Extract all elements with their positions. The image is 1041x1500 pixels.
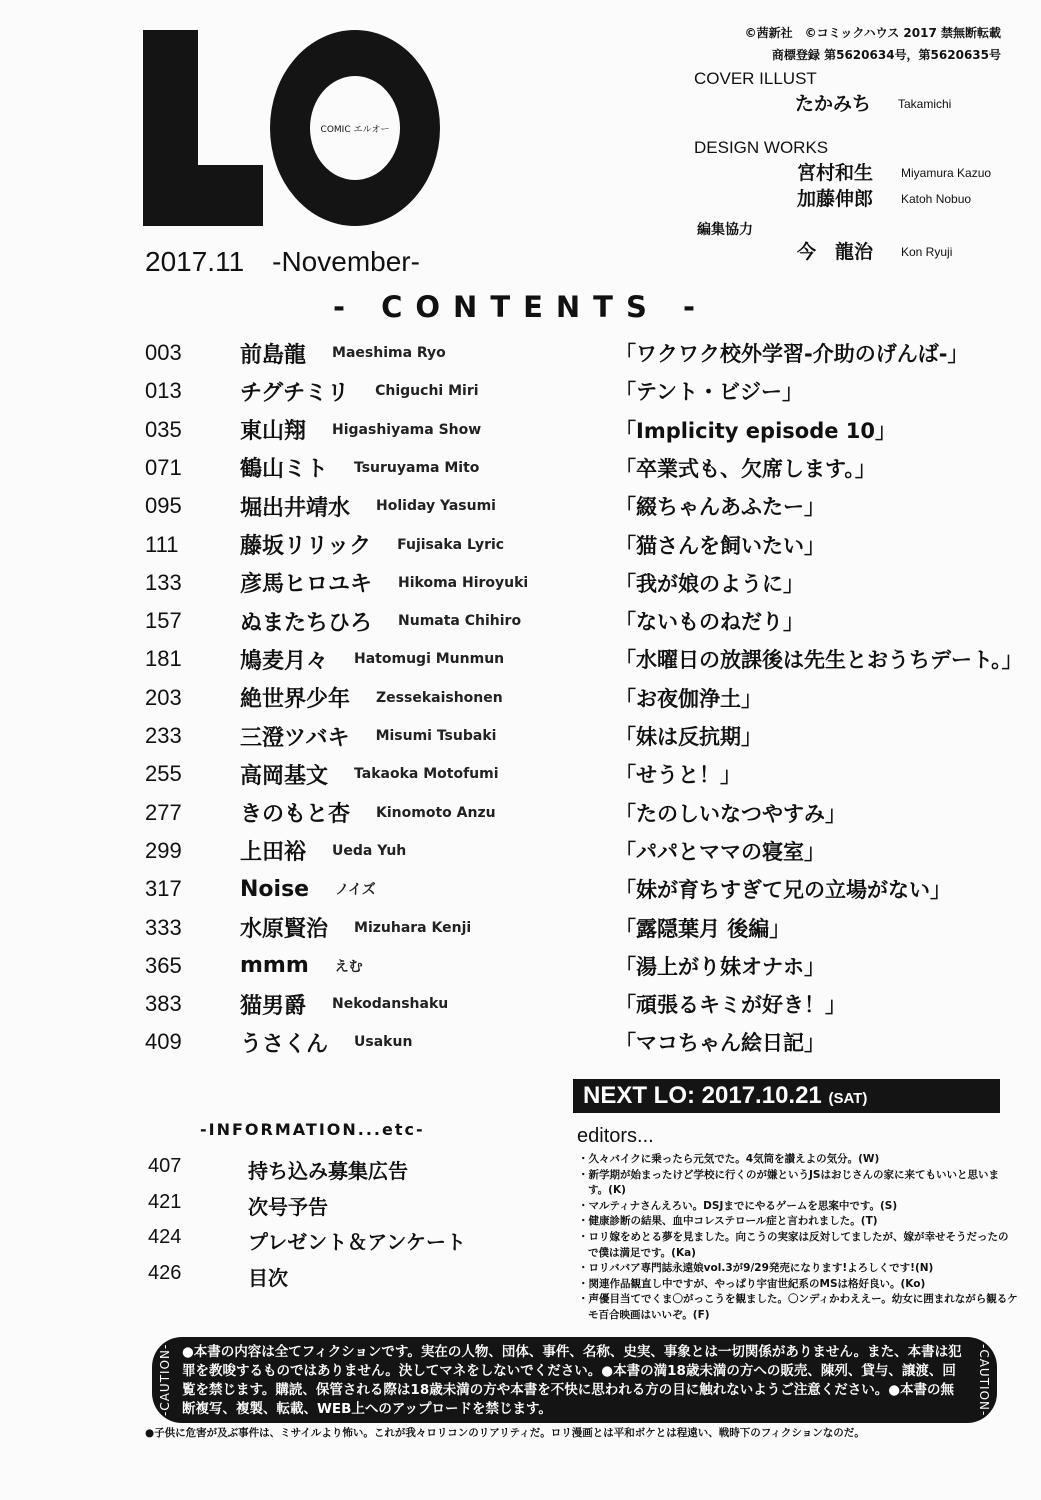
author-jp: 前島龍 <box>240 342 307 368</box>
caution-text: ●本書の内容は全てフィクションです。実在の人物、団体、事件、名称、史実、事象とは一切関係がありません。また、本書は犯罪を教唆するものではありません。決してマネをしないでください。●本書の満18歳未満の方への販売、陳列、貸与、譲渡、回覧を禁じます。購読、保管される際は18歳未満の方や本書を不快に思われる方の目に触れないようご注意ください。●本書の無断複写、複製、転載、WEB上へのアップロードを禁じます。 <box>182 1344 962 1417</box>
trademark-line: 商標登録 第5620634号，第5620635号 <box>771 48 1001 62</box>
author-en: Ueda Yuh <box>332 842 407 859</box>
contents-row <box>145 450 1025 486</box>
page-number: 233 <box>145 723 182 748</box>
page-number: 003 <box>145 340 182 365</box>
author-en: ノイズ <box>335 882 376 899</box>
story-title: 「ないものねだり」 <box>615 610 804 635</box>
story-title: 「猫さんを飼いたい」 <box>615 533 825 558</box>
page-number: 277 <box>145 799 182 825</box>
page-number: 407 <box>148 1155 182 1177</box>
designer-en: Katoh Nobuo <box>901 192 972 206</box>
footnote: ●子供に危害が及ぶ事件は、ミサイルより怖い。これが我々ロリコンのリアリティだ。ロリ漫画とは平和ボケとは程遠い、戦時下のフィクションなのだ。 <box>145 1427 865 1439</box>
information-row <box>148 1226 466 1255</box>
page-number: 203 <box>145 684 182 710</box>
contents-row <box>145 871 1025 907</box>
author-jp: 鳩麦月々 <box>240 648 329 674</box>
cover-artist-jp: たかみち <box>795 93 872 115</box>
page-number: 035 <box>145 416 182 442</box>
page-number: 365 <box>145 952 182 978</box>
author-en: Higashiyama Show <box>332 421 482 438</box>
author-jp: 高岡基文 <box>240 763 329 789</box>
cover-label: COVER ILLUST <box>694 69 817 88</box>
story-title: 「テント・ビジー」 <box>615 380 803 405</box>
editor-comment: ・ロリババア専門誌永遠娘vol.3が9/29発売になります!よろしくです!(N) <box>578 1262 934 1275</box>
author-jp: 絶世界少年 <box>240 687 351 713</box>
author-jp: きのもと杏 <box>240 802 351 828</box>
caution-label-left: -CAUTION- <box>158 1343 172 1417</box>
issue-date: 2017.11 -November- <box>145 246 420 277</box>
author-jp: 藤坂リリック <box>240 534 372 559</box>
author-en: Misumi Tsubaki <box>375 728 497 744</box>
story-title: 「我が娘のように」 <box>615 571 804 596</box>
contents-row <box>145 948 1025 984</box>
editor-jp: 今 龍治 <box>797 241 874 263</box>
contents-row <box>145 718 1025 754</box>
contents-row <box>145 603 1025 639</box>
story-title: 「水曜日の放課後は先生とおうちデート。」 <box>615 648 1023 673</box>
story-title: 「湯上がり妹オナホ」 <box>615 954 825 979</box>
logo-l-foot <box>143 165 263 226</box>
designer-jp: 加藤伸郎 <box>797 188 874 210</box>
page-number: 133 <box>145 569 182 595</box>
author-en: Takaoka Motofumi <box>354 766 499 783</box>
story-title: 「Implicity episode 10」 <box>615 418 897 443</box>
editors-comments <box>578 1152 1018 1324</box>
story-title: 「ワクワク校外学習-介助のげんば-」 <box>615 342 969 366</box>
copyright <box>745 22 1001 66</box>
author-jp: Noise <box>240 876 310 902</box>
editor-en: Kon Ryuji <box>901 245 953 259</box>
caution-label-right: -CAUTION- <box>977 1343 991 1417</box>
author-jp: 鶴山ミト <box>240 457 329 483</box>
information-heading: -INFORMATION...etc- <box>200 1120 425 1139</box>
author-en: Chiguchi Miri <box>375 383 479 400</box>
information-label: プレゼント＆アンケート <box>248 1230 466 1254</box>
editor-comment: ・新学期が始まったけど学校に行くのが嫌というJSはおじさんの家に来てもいいと思います。(K) <box>578 1168 999 1197</box>
author-en: Mizuhara Kenji <box>354 919 472 936</box>
author-jp: 水原賢治 <box>240 917 329 942</box>
page-number: 157 <box>145 608 182 634</box>
story-title: 「せうと！」 <box>615 763 741 788</box>
editor-comment: ・マルティナさんえろい。DSJまでにやるゲームを思案中です。(S) <box>578 1199 898 1212</box>
author-en: えむ <box>334 958 363 975</box>
author-jp: チグチミリ <box>240 380 350 406</box>
information-row <box>148 1155 408 1184</box>
contents-row <box>145 565 1025 601</box>
story-title: 「お夜伽浄土」 <box>615 686 762 711</box>
story-title: 「卒業式も、欠席します。」 <box>615 456 876 481</box>
author-en: Kinomoto Anzu <box>376 804 496 821</box>
edit-label: 編集協力 <box>697 222 753 238</box>
author-en: Holiday Yasumi <box>376 498 496 515</box>
logo-subtitle: COMIC エルオー <box>320 125 390 135</box>
designer-jp: 宮村和生 <box>797 162 874 184</box>
contents-heading: - CONTENTS - <box>332 290 708 324</box>
story-title: 「妹は反抗期」 <box>615 725 762 749</box>
editor-comment: ・関連作品観直し中ですが、やっぱり宇宙世紀系のMSは格好良い。(Ko) <box>578 1277 926 1290</box>
author-jp: 堀出井靖水 <box>240 495 351 521</box>
editor-comment: ・久々バイクに乗ったら元気でた。4気筒を讃えよの気分。(W) <box>578 1153 880 1165</box>
story-title: 「マコちゃん絵日記」 <box>615 1031 825 1056</box>
author-jp: ぬまたちひろ <box>240 610 373 636</box>
contents-row <box>145 412 1025 448</box>
page-number: 421 <box>148 1190 182 1213</box>
contents-row <box>145 1024 1025 1060</box>
page-number: 317 <box>145 876 182 902</box>
contents-row <box>145 335 1025 371</box>
story-title: 「綴ちゃんあふたー」 <box>615 495 825 520</box>
author-en: Hikoma Hiroyuki <box>398 574 529 591</box>
page-number: 071 <box>145 454 182 480</box>
contents-row <box>145 986 1025 1022</box>
page-number: 299 <box>145 837 182 863</box>
page-number: 333 <box>145 914 182 940</box>
page-number: 426 <box>148 1261 182 1284</box>
author-en: Tsuruyama Mito <box>354 459 480 476</box>
page-number: 111 <box>145 531 179 557</box>
contents-row <box>145 756 1025 792</box>
contents-row <box>145 373 1025 409</box>
contents-row <box>145 795 1025 831</box>
author-en: Fujisaka Lyric <box>397 536 505 553</box>
design-label: DESIGN WORKS <box>694 138 829 157</box>
author-jp: うさくん <box>240 1031 329 1057</box>
editor-comment: ・健康診断の結果、血中コレステロール症と言われました。(T) <box>578 1215 878 1228</box>
page-number: 255 <box>145 761 182 787</box>
author-jp: 三澄ツバキ <box>240 725 350 751</box>
story-title: 「露隠葉月 後編」 <box>615 916 791 941</box>
editors-heading: editors... <box>577 1125 654 1147</box>
author-jp: 上田裕 <box>240 840 307 866</box>
contents-row <box>145 680 1025 716</box>
story-title: 「パパとママの寝室」 <box>615 839 825 864</box>
copyright-line: ©茜新社 ©コミックハウス 2017 禁無断転載 <box>744 26 1001 40</box>
author-en: Numata Chihiro <box>398 613 522 630</box>
caution-box <box>152 1337 997 1423</box>
information-label: 持ち込み募集広告 <box>248 1159 408 1183</box>
author-jp: mmm <box>240 953 309 979</box>
contents-row <box>145 833 1025 869</box>
page-number: 383 <box>145 991 182 1017</box>
page-number: 181 <box>145 646 182 672</box>
author-en: Zessekaishonen <box>376 689 503 706</box>
author-en: Usakun <box>354 1034 413 1051</box>
contents-row <box>145 910 1025 946</box>
author-jp: 東山翔 <box>240 419 307 445</box>
information-label: 目次 <box>248 1265 288 1290</box>
author-jp: 彦馬ヒロユキ <box>240 572 373 598</box>
information-row <box>148 1191 328 1220</box>
author-en: Hatomugi Munmun <box>354 651 505 668</box>
designer-en: Miyamura Kazuo <box>901 166 992 180</box>
contents-row <box>145 641 1025 677</box>
author-en: Maeshima Ryo <box>332 345 446 361</box>
author-en: Nekodanshaku <box>332 996 449 1013</box>
next-issue-day: (SAT) <box>828 1090 868 1107</box>
editor-comment: ・声優目当てでくま〇がっこうを観ました。〇ンディかわええー。幼女に囲まれながら観るケモ百合映画はいいぞ。(F) <box>578 1293 1018 1321</box>
story-title: 「頑張るキミが好き！」 <box>615 993 846 1018</box>
contents-row <box>145 527 1025 563</box>
editor-comment: ・ロリ嫁をめとる夢を見ました。向こうの実家は反対してましたが、嫁が幸せそうだったので僕は満足です。(Ka) <box>578 1230 1009 1259</box>
page-number: 013 <box>145 378 182 404</box>
information-label: 次号予告 <box>248 1194 328 1219</box>
story-title: 「たのしいなつやすみ」 <box>615 801 846 826</box>
next-issue-banner <box>573 1079 1000 1113</box>
author-jp: 猫男爵 <box>240 993 307 1019</box>
page-number: 424 <box>148 1226 182 1248</box>
cover-artist-en: Takamichi <box>898 97 952 111</box>
story-title: 「妹が育ちすぎて兄の立場がない」 <box>615 878 951 903</box>
contents-row <box>145 488 1025 524</box>
page-number: 409 <box>145 1029 182 1055</box>
information-row <box>148 1262 288 1291</box>
next-issue-date: NEXT LO: 2017.10.21 <box>583 1082 822 1109</box>
page-number: 095 <box>145 493 182 519</box>
